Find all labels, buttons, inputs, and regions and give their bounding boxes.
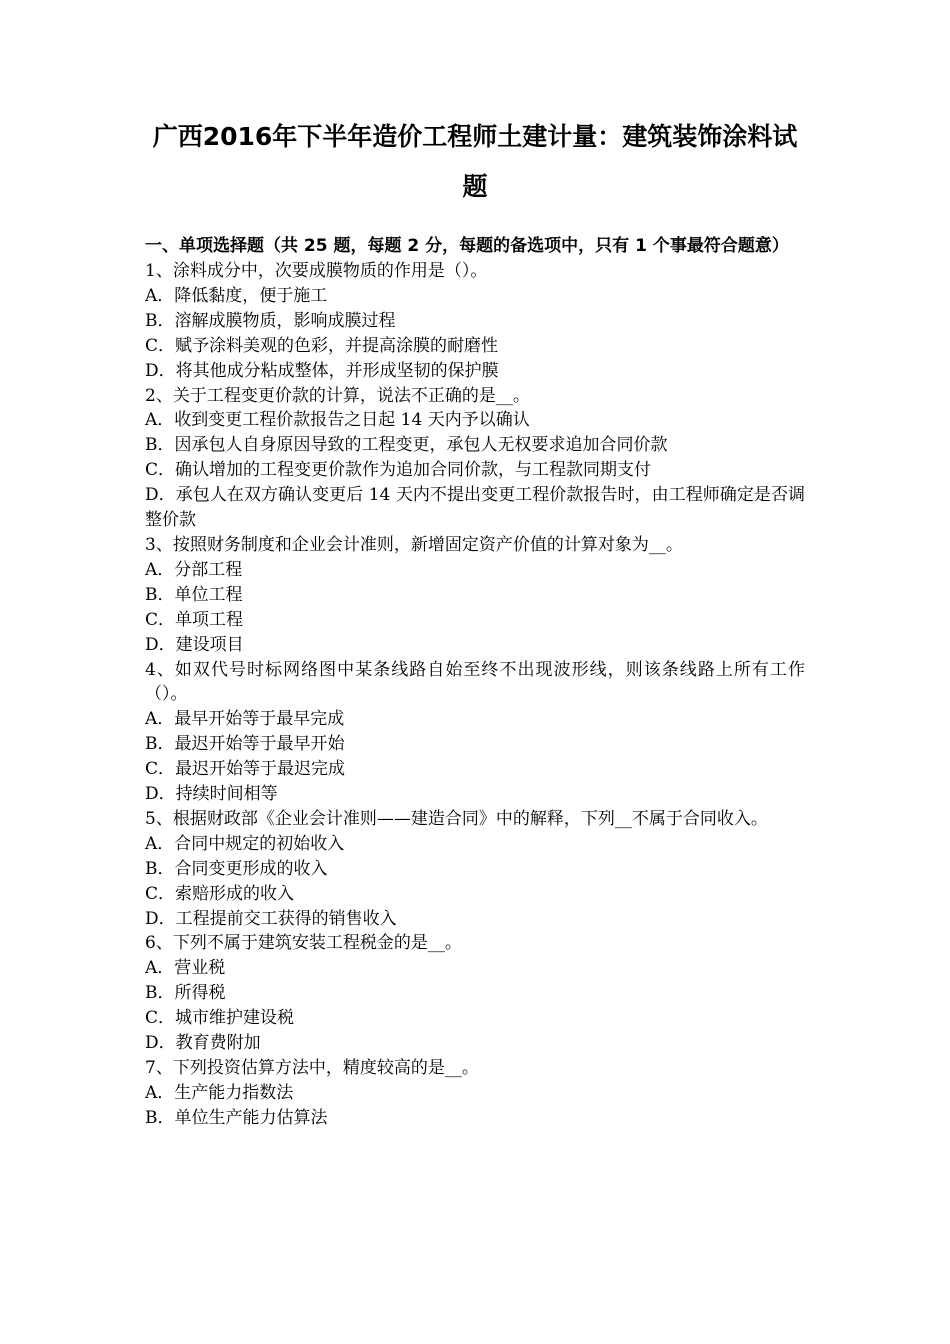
- answer-option: C．索赔形成的收入: [145, 883, 295, 904]
- answer-option: D．持续时间相等: [145, 784, 278, 805]
- answer-option: B．因承包人自身原因导致的工程变更，承包人无权要求追加合同价款: [145, 435, 668, 456]
- question-stem: 7、下列投资估算方法中，精度较高的是__。: [145, 1058, 479, 1078]
- question-stem: 1、涂料成分中，次要成膜物质的作用是（）。: [145, 261, 488, 281]
- answer-option: B．所得税: [145, 983, 226, 1004]
- answer-option: A．分部工程: [145, 559, 243, 580]
- question-stem: 5、根据财政部《企业会计准则——建造合同》中的解释，下列__不属于合同收入。: [145, 808, 768, 829]
- answer-option: D．教育费附加: [145, 1033, 261, 1054]
- answer-option: A．营业税: [145, 958, 226, 979]
- question-stem: 3、按照财务制度和企业会计准则，新增固定资产价值的计算对象为__。: [145, 534, 683, 555]
- question-stem: 4、如双代号时标网络图中某条线路自始至终不出现波形线，则该条线路上所有工作（）。: [145, 659, 805, 705]
- question-stem: 2、关于工程变更价款的计算，说法不正确的是__。: [145, 385, 530, 406]
- answer-option: C．最迟开始等于最迟完成: [145, 759, 346, 780]
- answer-option: D．将其他成分粘成整体，并形成坚韧的保护膜: [145, 360, 499, 381]
- answer-option: D．承包人在双方确认变更后 14 天内不提出变更工程价款报告时，由工程师确定是否调整价款: [145, 485, 805, 531]
- answer-option: D．工程提前交工获得的销售收入: [145, 908, 397, 929]
- document-title: 广西2016年下半年造价工程师土建计量：建筑装饰涂料试题: [152, 122, 798, 201]
- answer-option: C．单项工程: [145, 609, 244, 630]
- answer-option: C．赋予涂料美观的色彩，并提高涂膜的耐磨性: [145, 335, 499, 356]
- answer-option: C．城市维护建设税: [145, 1008, 295, 1029]
- answer-option: B．单位生产能力估算法: [145, 1107, 328, 1128]
- answer-option: A．收到变更工程价款报告之日起 14 天内予以确认: [145, 410, 530, 431]
- answer-option: A．合同中规定的初始收入: [145, 833, 345, 854]
- answer-option: A．最早开始等于最早完成: [145, 709, 345, 730]
- answer-option: B．溶解成膜物质，影响成膜过程: [145, 310, 396, 331]
- answer-option: B．最迟开始等于最早开始: [145, 734, 345, 755]
- section-heading: 一、单项选择题（共 25 题，每题 2 分，每题的备选项中，只有 1 个事最符合题意）: [145, 236, 789, 256]
- question-list: [145, 259, 805, 1131]
- answer-option: B．合同变更形成的收入: [145, 858, 328, 879]
- answer-option: A．生产能力指数法: [145, 1082, 294, 1103]
- answer-option: C．确认增加的工程变更价款作为追加合同价款，与工程款同期支付: [145, 460, 652, 481]
- document-page: [145, 112, 805, 1131]
- answer-option: D．建设项目: [145, 634, 244, 655]
- question-stem: 6、下列不属于建筑安装工程税金的是__。: [145, 933, 462, 954]
- answer-option: B．单位工程: [145, 584, 243, 605]
- answer-option: A．降低黏度，便于施工: [145, 285, 328, 306]
